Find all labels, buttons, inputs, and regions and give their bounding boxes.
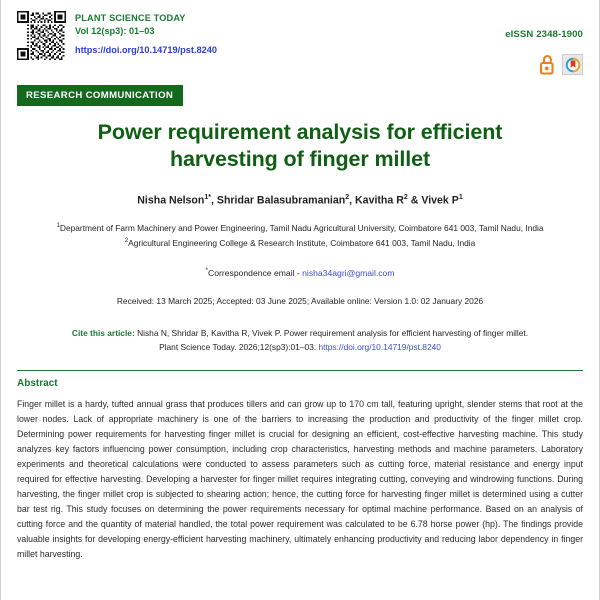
- open-access-lock-icon[interactable]: [540, 54, 555, 75]
- journal-volume: Vol 12(sp3): 01–03: [75, 26, 155, 37]
- badge-group: [505, 54, 583, 75]
- banner-row: [17, 85, 583, 106]
- affiliation-2-text: Agricultural Engineering College & Research Institute, Coimbatore 641 003, Tamil Nadu, India: [128, 237, 476, 248]
- correspondence-email-link[interactable]: nisha34agri@gmail.com: [302, 268, 395, 279]
- abstract-body: Finger millet is a hardy, tufted annual grass that produces tillers and can grow up to 170 cm tall, featuring upright, slender stems that root at the lower nodes. Lack of appropriate machinery is one of the barriers to increasing the production and productivity of the finger millet crop. Determining power requirements for harvesting finger millet is crucial for designing an efficient, cost-effective harvesting machine. This study analyzes key factors influencing power consumption, including crop characteristics, harvesting methods and machine parameters. Laboratory experiments and theoretical calculations were conducted to assess parameters such as cutting force, material resistance and energy input required for effective harvesting. Developing a harvester for finger millet requires integrating cutting, conveying and windrowing functions. During harvesting, the finger millet crop is subjected to shearing action; hence, the cutting force for harvesting finger millet is determined using a cutter bar test rig. This study focuses on determining the power requirements necessary for optimal machine performance. Based on an analysis of cutting force and the quantity of material handled, the total power requirement was calculated to be 6.78 horse power (hp). The findings provide valuable insights for developing energy-efficient harvesting machinery, ultimately enhancing productivity and reducing labor dependency in finger millet harvesting.: [17, 398, 583, 560]
- affiliation-1-text: Department of Farm Machinery and Power Engineering, Tamil Nadu Agricultural University, Coimbatore 641 003, Tamil Nadu, India: [59, 222, 544, 233]
- page-title: Power requirement analysis for efficient harvesting of finger millet: [97, 120, 503, 171]
- affiliation-list: [17, 221, 583, 250]
- publication-dates: Received: 13 March 2025; Accepted: 03 June 2025; Available online: Version 1.0: 02 January 2026: [116, 296, 484, 307]
- cite-label: Cite this article:: [71, 328, 135, 339]
- article-type-banner: RESEARCH COMMUNICATION: [17, 85, 183, 106]
- author-list: Nisha Nelson$^{1*}$, Shridar Balasubramanian$^2$, Kavitha $R^2$ & Vivek $P^1$: [137, 194, 463, 207]
- abstract-heading: Abstract: [17, 377, 58, 389]
- eissn-label: eISSN 2348-1900: [505, 29, 583, 40]
- crossmark-badge-icon[interactable]: [562, 54, 583, 75]
- correspondence-asterisk: *: [205, 267, 209, 275]
- masthead: [17, 0, 583, 75]
- journal-doi-link[interactable]: https://doi.org/10.14719/pst.8240: [75, 45, 217, 56]
- citation-block: [69, 327, 531, 354]
- affiliation-1: $^1$Department of Farm Machinery and Power Engineering, Tamil Nadu Agricultural University, Coimbatore 641 003, Tamil Nadu, India: [56, 222, 544, 233]
- qr-code-icon: [17, 11, 66, 60]
- masthead-left: [17, 11, 217, 61]
- section-divider: [17, 370, 583, 371]
- cite-doi-link[interactable]: https://doi.org/10.14719/pst.8240: [318, 341, 441, 352]
- journal-title: PLANT SCIENCE TODAY: [75, 13, 186, 23]
- affiliation-2: $^2$Agricultural Engineering College & Research Institute, Coimbatore 641 003, Tamil Nadu, India: [124, 236, 476, 248]
- correspondence-label: Correspondence email -: [208, 268, 300, 279]
- correspondence-line: [17, 267, 583, 278]
- journal-info: [75, 11, 217, 61]
- cite-text: Nisha N, Shridar B, Kavitha R, Vivek P. Power requirement analysis for efficient harvesting of finger millet. Plant Science Today. 2026;12(sp3):01–03.: [137, 328, 529, 352]
- masthead-right: [505, 11, 583, 75]
